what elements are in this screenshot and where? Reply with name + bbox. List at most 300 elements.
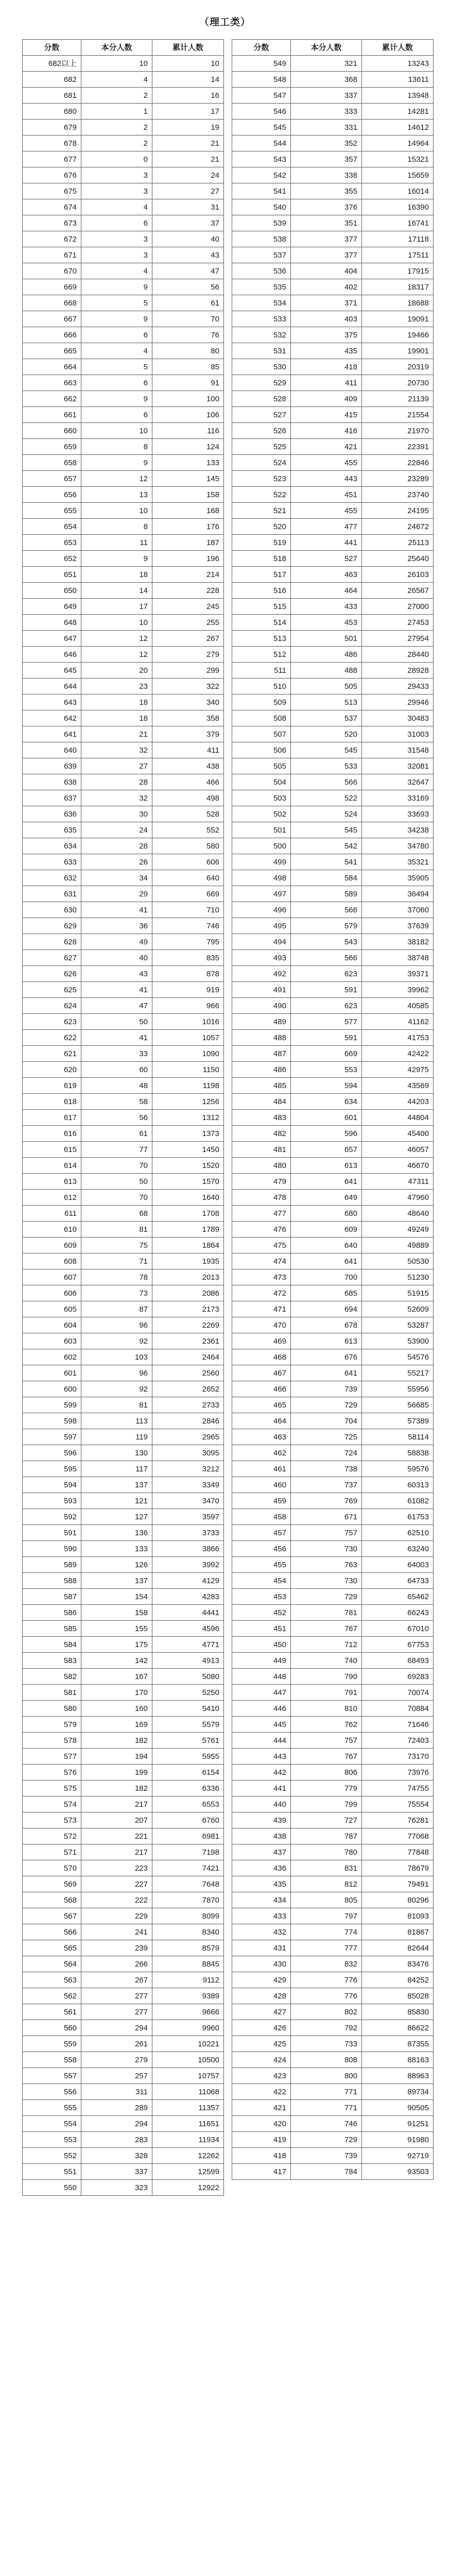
table-row bbox=[232, 806, 434, 822]
table-row bbox=[232, 631, 434, 647]
cumulative-cell: 379 bbox=[152, 726, 224, 742]
cumulative-cell: 51230 bbox=[362, 1269, 434, 1285]
score-cell: 522 bbox=[232, 487, 291, 503]
table-row bbox=[232, 1062, 434, 1078]
table-row bbox=[23, 2100, 224, 2116]
count-cell: 217 bbox=[81, 1797, 152, 1812]
cumulative-cell: 124 bbox=[152, 439, 224, 455]
count-cell: 533 bbox=[291, 758, 362, 774]
count-cell: 241 bbox=[81, 1924, 152, 1940]
score-cell: 586 bbox=[23, 1605, 81, 1621]
table-row bbox=[232, 439, 434, 455]
count-cell: 757 bbox=[291, 1525, 362, 1541]
table-row bbox=[23, 1110, 224, 1126]
count-cell: 130 bbox=[81, 1445, 152, 1461]
count-cell: 142 bbox=[81, 1653, 152, 1669]
cumulative-cell: 32647 bbox=[362, 774, 434, 790]
score-cell: 515 bbox=[232, 599, 291, 615]
score-cell: 643 bbox=[23, 694, 81, 710]
count-cell: 649 bbox=[291, 1190, 362, 1206]
count-cell: 217 bbox=[81, 1844, 152, 1860]
table-row bbox=[232, 343, 434, 359]
count-cell: 352 bbox=[291, 135, 362, 151]
count-cell: 81 bbox=[81, 1397, 152, 1413]
cumulative-cell: 4596 bbox=[152, 1621, 224, 1637]
table-row bbox=[232, 886, 434, 902]
cumulative-cell: 17915 bbox=[362, 263, 434, 279]
count-cell: 199 bbox=[81, 1765, 152, 1781]
score-cell: 596 bbox=[23, 1445, 81, 1461]
count-cell: 6 bbox=[81, 327, 152, 343]
cumulative-cell: 15659 bbox=[362, 167, 434, 183]
cumulative-cell: 21 bbox=[152, 151, 224, 167]
table-row bbox=[23, 551, 224, 567]
score-cell: 634 bbox=[23, 838, 81, 854]
table-row bbox=[232, 151, 434, 167]
cumulative-cell: 27954 bbox=[362, 631, 434, 647]
score-cell: 492 bbox=[232, 966, 291, 982]
table-row bbox=[232, 1669, 434, 1685]
table-row bbox=[232, 1222, 434, 1238]
score-cell: 453 bbox=[232, 1589, 291, 1605]
score-cell: 436 bbox=[232, 1860, 291, 1876]
score-cell: 562 bbox=[23, 1988, 81, 2004]
score-cell: 550 bbox=[23, 2180, 81, 2196]
table-row bbox=[232, 647, 434, 663]
cumulative-cell: 322 bbox=[152, 679, 224, 694]
table-row bbox=[232, 1908, 434, 1924]
table-row bbox=[23, 1190, 224, 1206]
count-cell: 740 bbox=[291, 1653, 362, 1669]
count-cell: 513 bbox=[291, 694, 362, 710]
score-cell: 494 bbox=[232, 934, 291, 950]
score-cell: 537 bbox=[232, 247, 291, 263]
table-row bbox=[23, 774, 224, 790]
table-row bbox=[23, 742, 224, 758]
count-cell: 738 bbox=[291, 1461, 362, 1477]
cumulative-cell: 56685 bbox=[362, 1397, 434, 1413]
count-cell: 613 bbox=[291, 1158, 362, 1174]
cumulative-cell: 358 bbox=[152, 710, 224, 726]
score-cell: 582 bbox=[23, 1669, 81, 1685]
count-cell: 167 bbox=[81, 1669, 152, 1685]
cumulative-cell: 3095 bbox=[152, 1445, 224, 1461]
count-cell: 739 bbox=[291, 2148, 362, 2164]
table-header-row bbox=[232, 40, 434, 56]
score-cell: 612 bbox=[23, 1190, 81, 1206]
count-cell: 368 bbox=[291, 72, 362, 88]
score-cell: 509 bbox=[232, 694, 291, 710]
count-cell: 589 bbox=[291, 886, 362, 902]
table-row bbox=[232, 1190, 434, 1206]
table-row bbox=[23, 1014, 224, 1030]
cumulative-cell: 2269 bbox=[152, 1317, 224, 1333]
score-cell: 662 bbox=[23, 391, 81, 407]
cumulative-cell: 669 bbox=[152, 886, 224, 902]
cumulative-cell: 10221 bbox=[152, 2036, 224, 2052]
score-cell: 672 bbox=[23, 231, 81, 247]
score-cell: 444 bbox=[232, 1733, 291, 1749]
cumulative-cell: 8579 bbox=[152, 1940, 224, 1956]
score-cell: 652 bbox=[23, 551, 81, 567]
cumulative-cell: 35321 bbox=[362, 854, 434, 870]
count-cell: 524 bbox=[291, 806, 362, 822]
table-row bbox=[23, 870, 224, 886]
cumulative-cell: 580 bbox=[152, 838, 224, 854]
count-cell: 634 bbox=[291, 1094, 362, 1110]
score-table-right bbox=[232, 39, 434, 2180]
score-cell: 559 bbox=[23, 2036, 81, 2052]
cumulative-cell: 2013 bbox=[152, 1269, 224, 1285]
table-row bbox=[23, 1653, 224, 1669]
score-cell: 648 bbox=[23, 615, 81, 631]
table-row bbox=[23, 1717, 224, 1733]
table-row bbox=[232, 471, 434, 487]
count-cell: 640 bbox=[291, 1238, 362, 1253]
count-cell: 311 bbox=[81, 2084, 152, 2100]
table-row bbox=[232, 726, 434, 742]
score-cell: 455 bbox=[232, 1557, 291, 1573]
score-cell: 434 bbox=[232, 1892, 291, 1908]
count-cell: 831 bbox=[291, 1860, 362, 1876]
count-cell: 522 bbox=[291, 790, 362, 806]
cumulative-cell: 795 bbox=[152, 934, 224, 950]
count-cell: 41 bbox=[81, 982, 152, 998]
count-cell: 32 bbox=[81, 742, 152, 758]
cumulative-cell: 81867 bbox=[362, 1924, 434, 1940]
count-cell: 50 bbox=[81, 1014, 152, 1030]
score-cell: 676 bbox=[23, 167, 81, 183]
score-cell: 465 bbox=[232, 1397, 291, 1413]
cumulative-cell: 29433 bbox=[362, 679, 434, 694]
cumulative-cell: 3212 bbox=[152, 1461, 224, 1477]
cumulative-cell: 1312 bbox=[152, 1110, 224, 1126]
count-cell: 680 bbox=[291, 1206, 362, 1222]
score-cell: 487 bbox=[232, 1046, 291, 1062]
cumulative-cell: 14964 bbox=[362, 135, 434, 151]
cumulative-cell: 7198 bbox=[152, 1844, 224, 1860]
cumulative-cell: 61753 bbox=[362, 1509, 434, 1525]
count-cell: 800 bbox=[291, 2068, 362, 2084]
count-cell: 333 bbox=[291, 104, 362, 120]
cumulative-cell: 106 bbox=[152, 407, 224, 423]
count-cell: 23 bbox=[81, 679, 152, 694]
count-cell: 337 bbox=[81, 2164, 152, 2180]
table-row bbox=[232, 1142, 434, 1158]
score-cell: 631 bbox=[23, 886, 81, 902]
score-cell: 470 bbox=[232, 1317, 291, 1333]
score-cell: 514 bbox=[232, 615, 291, 631]
table-row bbox=[23, 343, 224, 359]
table-row bbox=[23, 263, 224, 279]
count-cell: 337 bbox=[291, 88, 362, 104]
count-cell: 92 bbox=[81, 1333, 152, 1349]
cumulative-cell: 27 bbox=[152, 183, 224, 199]
cumulative-cell: 93503 bbox=[362, 2164, 434, 2180]
count-cell: 777 bbox=[291, 1940, 362, 1956]
table-row bbox=[23, 631, 224, 647]
score-cell: 421 bbox=[232, 2100, 291, 2116]
table-row bbox=[23, 183, 224, 199]
score-cell: 576 bbox=[23, 1765, 81, 1781]
count-cell: 441 bbox=[291, 535, 362, 551]
score-cell: 526 bbox=[232, 423, 291, 439]
score-cell: 671 bbox=[23, 247, 81, 263]
table-row bbox=[23, 615, 224, 631]
table-row bbox=[232, 1812, 434, 1828]
score-cell: 639 bbox=[23, 758, 81, 774]
cumulative-cell: 7648 bbox=[152, 1876, 224, 1892]
cumulative-cell: 82644 bbox=[362, 1940, 434, 1956]
score-cell: 667 bbox=[23, 311, 81, 327]
table-row bbox=[23, 151, 224, 167]
count-cell: 805 bbox=[291, 1892, 362, 1908]
cumulative-cell: 29946 bbox=[362, 694, 434, 710]
table-row bbox=[23, 1397, 224, 1413]
table-row bbox=[23, 1269, 224, 1285]
cumulative-cell: 21970 bbox=[362, 423, 434, 439]
cumulative-cell: 100 bbox=[152, 391, 224, 407]
count-cell: 357 bbox=[291, 151, 362, 167]
score-cell: 477 bbox=[232, 1206, 291, 1222]
score-cell: 611 bbox=[23, 1206, 81, 1222]
cumulative-cell: 52609 bbox=[362, 1301, 434, 1317]
count-cell: 68 bbox=[81, 1206, 152, 1222]
table-row bbox=[23, 1333, 224, 1349]
cumulative-cell: 1198 bbox=[152, 1078, 224, 1094]
table-row bbox=[23, 663, 224, 679]
score-cell: 512 bbox=[232, 647, 291, 663]
table-row bbox=[232, 1860, 434, 1876]
table-row bbox=[23, 1142, 224, 1158]
table-row bbox=[23, 902, 224, 918]
score-cell: 628 bbox=[23, 934, 81, 950]
cumulative-cell: 70074 bbox=[362, 1685, 434, 1701]
cumulative-cell: 16741 bbox=[362, 215, 434, 231]
cumulative-cell: 26103 bbox=[362, 567, 434, 583]
score-cell: 482 bbox=[232, 1126, 291, 1142]
score-cell: 535 bbox=[232, 279, 291, 295]
cumulative-cell: 25113 bbox=[362, 535, 434, 551]
cumulative-cell: 27000 bbox=[362, 599, 434, 615]
cumulative-cell: 85 bbox=[152, 359, 224, 375]
cumulative-cell: 8845 bbox=[152, 1956, 224, 1972]
count-cell: 541 bbox=[291, 854, 362, 870]
table-row bbox=[23, 439, 224, 455]
score-cell: 548 bbox=[232, 72, 291, 88]
cumulative-cell: 89734 bbox=[362, 2084, 434, 2100]
score-cell: 556 bbox=[23, 2084, 81, 2100]
table-row bbox=[23, 1685, 224, 1701]
score-cell: 578 bbox=[23, 1733, 81, 1749]
score-cell: 564 bbox=[23, 1956, 81, 1972]
table-row bbox=[232, 231, 434, 247]
count-cell: 757 bbox=[291, 1733, 362, 1749]
table-row bbox=[23, 135, 224, 151]
cumulative-cell: 41753 bbox=[362, 1030, 434, 1046]
cumulative-cell: 24672 bbox=[362, 519, 434, 535]
table-row bbox=[232, 2084, 434, 2100]
table-row bbox=[232, 966, 434, 982]
cumulative-cell: 16 bbox=[152, 88, 224, 104]
count-cell: 267 bbox=[81, 1972, 152, 1988]
count-cell: 737 bbox=[291, 1477, 362, 1493]
cumulative-cell: 62510 bbox=[362, 1525, 434, 1541]
count-cell: 477 bbox=[291, 519, 362, 535]
count-cell: 733 bbox=[291, 2036, 362, 2052]
score-cell: 591 bbox=[23, 1525, 81, 1541]
cumulative-cell: 60313 bbox=[362, 1477, 434, 1493]
count-cell: 416 bbox=[291, 423, 362, 439]
cumulative-cell: 13243 bbox=[362, 56, 434, 72]
score-cell: 637 bbox=[23, 790, 81, 806]
table-row bbox=[23, 1158, 224, 1174]
count-cell: 791 bbox=[291, 1685, 362, 1701]
count-cell: 566 bbox=[291, 902, 362, 918]
table-row bbox=[232, 1349, 434, 1365]
count-cell: 9 bbox=[81, 551, 152, 567]
cumulative-cell: 528 bbox=[152, 806, 224, 822]
count-cell: 591 bbox=[291, 1030, 362, 1046]
table-row bbox=[23, 918, 224, 934]
table-row bbox=[232, 1956, 434, 1972]
cumulative-cell: 81093 bbox=[362, 1908, 434, 1924]
cumulative-cell: 606 bbox=[152, 854, 224, 870]
table-row bbox=[232, 918, 434, 934]
count-cell: 136 bbox=[81, 1525, 152, 1541]
count-cell: 277 bbox=[81, 2004, 152, 2020]
count-cell: 375 bbox=[291, 327, 362, 343]
cumulative-cell: 5250 bbox=[152, 1685, 224, 1701]
count-cell: 92 bbox=[81, 1381, 152, 1397]
count-cell: 294 bbox=[81, 2020, 152, 2036]
table-row bbox=[232, 1749, 434, 1765]
score-cell: 563 bbox=[23, 1972, 81, 1988]
cumulative-cell: 73170 bbox=[362, 1749, 434, 1765]
cumulative-cell: 19091 bbox=[362, 311, 434, 327]
count-cell: 28 bbox=[81, 774, 152, 790]
count-cell: 799 bbox=[291, 1797, 362, 1812]
table-row bbox=[232, 247, 434, 263]
cumulative-cell: 6760 bbox=[152, 1812, 224, 1828]
table-row bbox=[23, 1238, 224, 1253]
cumulative-cell: 1090 bbox=[152, 1046, 224, 1062]
table-row bbox=[23, 503, 224, 519]
cumulative-cell: 80296 bbox=[362, 1892, 434, 1908]
table-row bbox=[23, 2132, 224, 2148]
cumulative-cell: 279 bbox=[152, 647, 224, 663]
cumulative-cell: 74755 bbox=[362, 1781, 434, 1797]
count-cell: 488 bbox=[291, 663, 362, 679]
table-row bbox=[23, 1381, 224, 1397]
cumulative-cell: 1016 bbox=[152, 1014, 224, 1030]
cumulative-cell: 67753 bbox=[362, 1637, 434, 1653]
table-row bbox=[23, 56, 224, 72]
table-row bbox=[232, 1493, 434, 1509]
table-row bbox=[232, 1269, 434, 1285]
cumulative-cell: 27453 bbox=[362, 615, 434, 631]
count-cell: 261 bbox=[81, 2036, 152, 2052]
table-row bbox=[232, 2148, 434, 2164]
score-cell: 604 bbox=[23, 1317, 81, 1333]
cumulative-cell: 1864 bbox=[152, 1238, 224, 1253]
count-cell: 28 bbox=[81, 838, 152, 854]
table-row bbox=[23, 120, 224, 135]
score-cell: 540 bbox=[232, 199, 291, 215]
score-cell: 495 bbox=[232, 918, 291, 934]
cumulative-cell: 63240 bbox=[362, 1541, 434, 1557]
score-cell: 560 bbox=[23, 2020, 81, 2036]
score-cell: 551 bbox=[23, 2164, 81, 2180]
cumulative-cell: 32081 bbox=[362, 758, 434, 774]
table-row bbox=[23, 1301, 224, 1317]
table-row bbox=[23, 998, 224, 1014]
cumulative-cell: 3733 bbox=[152, 1525, 224, 1541]
score-cell: 674 bbox=[23, 199, 81, 215]
score-cell: 609 bbox=[23, 1238, 81, 1253]
table-row bbox=[232, 902, 434, 918]
table-row bbox=[232, 950, 434, 966]
table-row bbox=[23, 806, 224, 822]
score-cell: 661 bbox=[23, 407, 81, 423]
count-cell: 545 bbox=[291, 822, 362, 838]
cumulative-cell: 25640 bbox=[362, 551, 434, 567]
cumulative-cell: 48640 bbox=[362, 1206, 434, 1222]
count-cell: 505 bbox=[291, 679, 362, 694]
score-cell: 610 bbox=[23, 1222, 81, 1238]
count-cell: 338 bbox=[291, 167, 362, 183]
table-row bbox=[232, 2132, 434, 2148]
score-cell: 630 bbox=[23, 902, 81, 918]
score-cell: 539 bbox=[232, 215, 291, 231]
count-cell: 160 bbox=[81, 1701, 152, 1717]
cumulative-cell: 55217 bbox=[362, 1365, 434, 1381]
table-row bbox=[23, 279, 224, 295]
score-cell: 594 bbox=[23, 1477, 81, 1493]
score-cell: 681 bbox=[23, 88, 81, 104]
score-cell: 583 bbox=[23, 1653, 81, 1669]
count-cell: 33 bbox=[81, 1046, 152, 1062]
score-cell: 565 bbox=[23, 1940, 81, 1956]
score-cell: 507 bbox=[232, 726, 291, 742]
cumulative-cell: 67010 bbox=[362, 1621, 434, 1637]
count-cell: 71 bbox=[81, 1253, 152, 1269]
cumulative-cell: 10 bbox=[152, 56, 224, 72]
count-cell: 182 bbox=[81, 1733, 152, 1749]
score-cell: 621 bbox=[23, 1046, 81, 1062]
cumulative-cell: 39371 bbox=[362, 966, 434, 982]
table-row bbox=[232, 2036, 434, 2052]
table-row bbox=[232, 1637, 434, 1653]
count-cell: 694 bbox=[291, 1301, 362, 1317]
table-row bbox=[23, 1589, 224, 1605]
count-cell: 194 bbox=[81, 1749, 152, 1765]
count-cell: 47 bbox=[81, 998, 152, 1014]
table-row bbox=[23, 487, 224, 503]
table-row bbox=[232, 1078, 434, 1094]
cumulative-cell: 36494 bbox=[362, 886, 434, 902]
score-cell: 577 bbox=[23, 1749, 81, 1765]
cumulative-cell: 2733 bbox=[152, 1397, 224, 1413]
count-cell: 96 bbox=[81, 1317, 152, 1333]
count-cell: 806 bbox=[291, 1765, 362, 1781]
table-row bbox=[232, 455, 434, 471]
count-cell: 774 bbox=[291, 1924, 362, 1940]
score-cell: 657 bbox=[23, 471, 81, 487]
score-cell: 561 bbox=[23, 2004, 81, 2020]
count-cell: 137 bbox=[81, 1477, 152, 1493]
count-cell: 323 bbox=[81, 2180, 152, 2196]
